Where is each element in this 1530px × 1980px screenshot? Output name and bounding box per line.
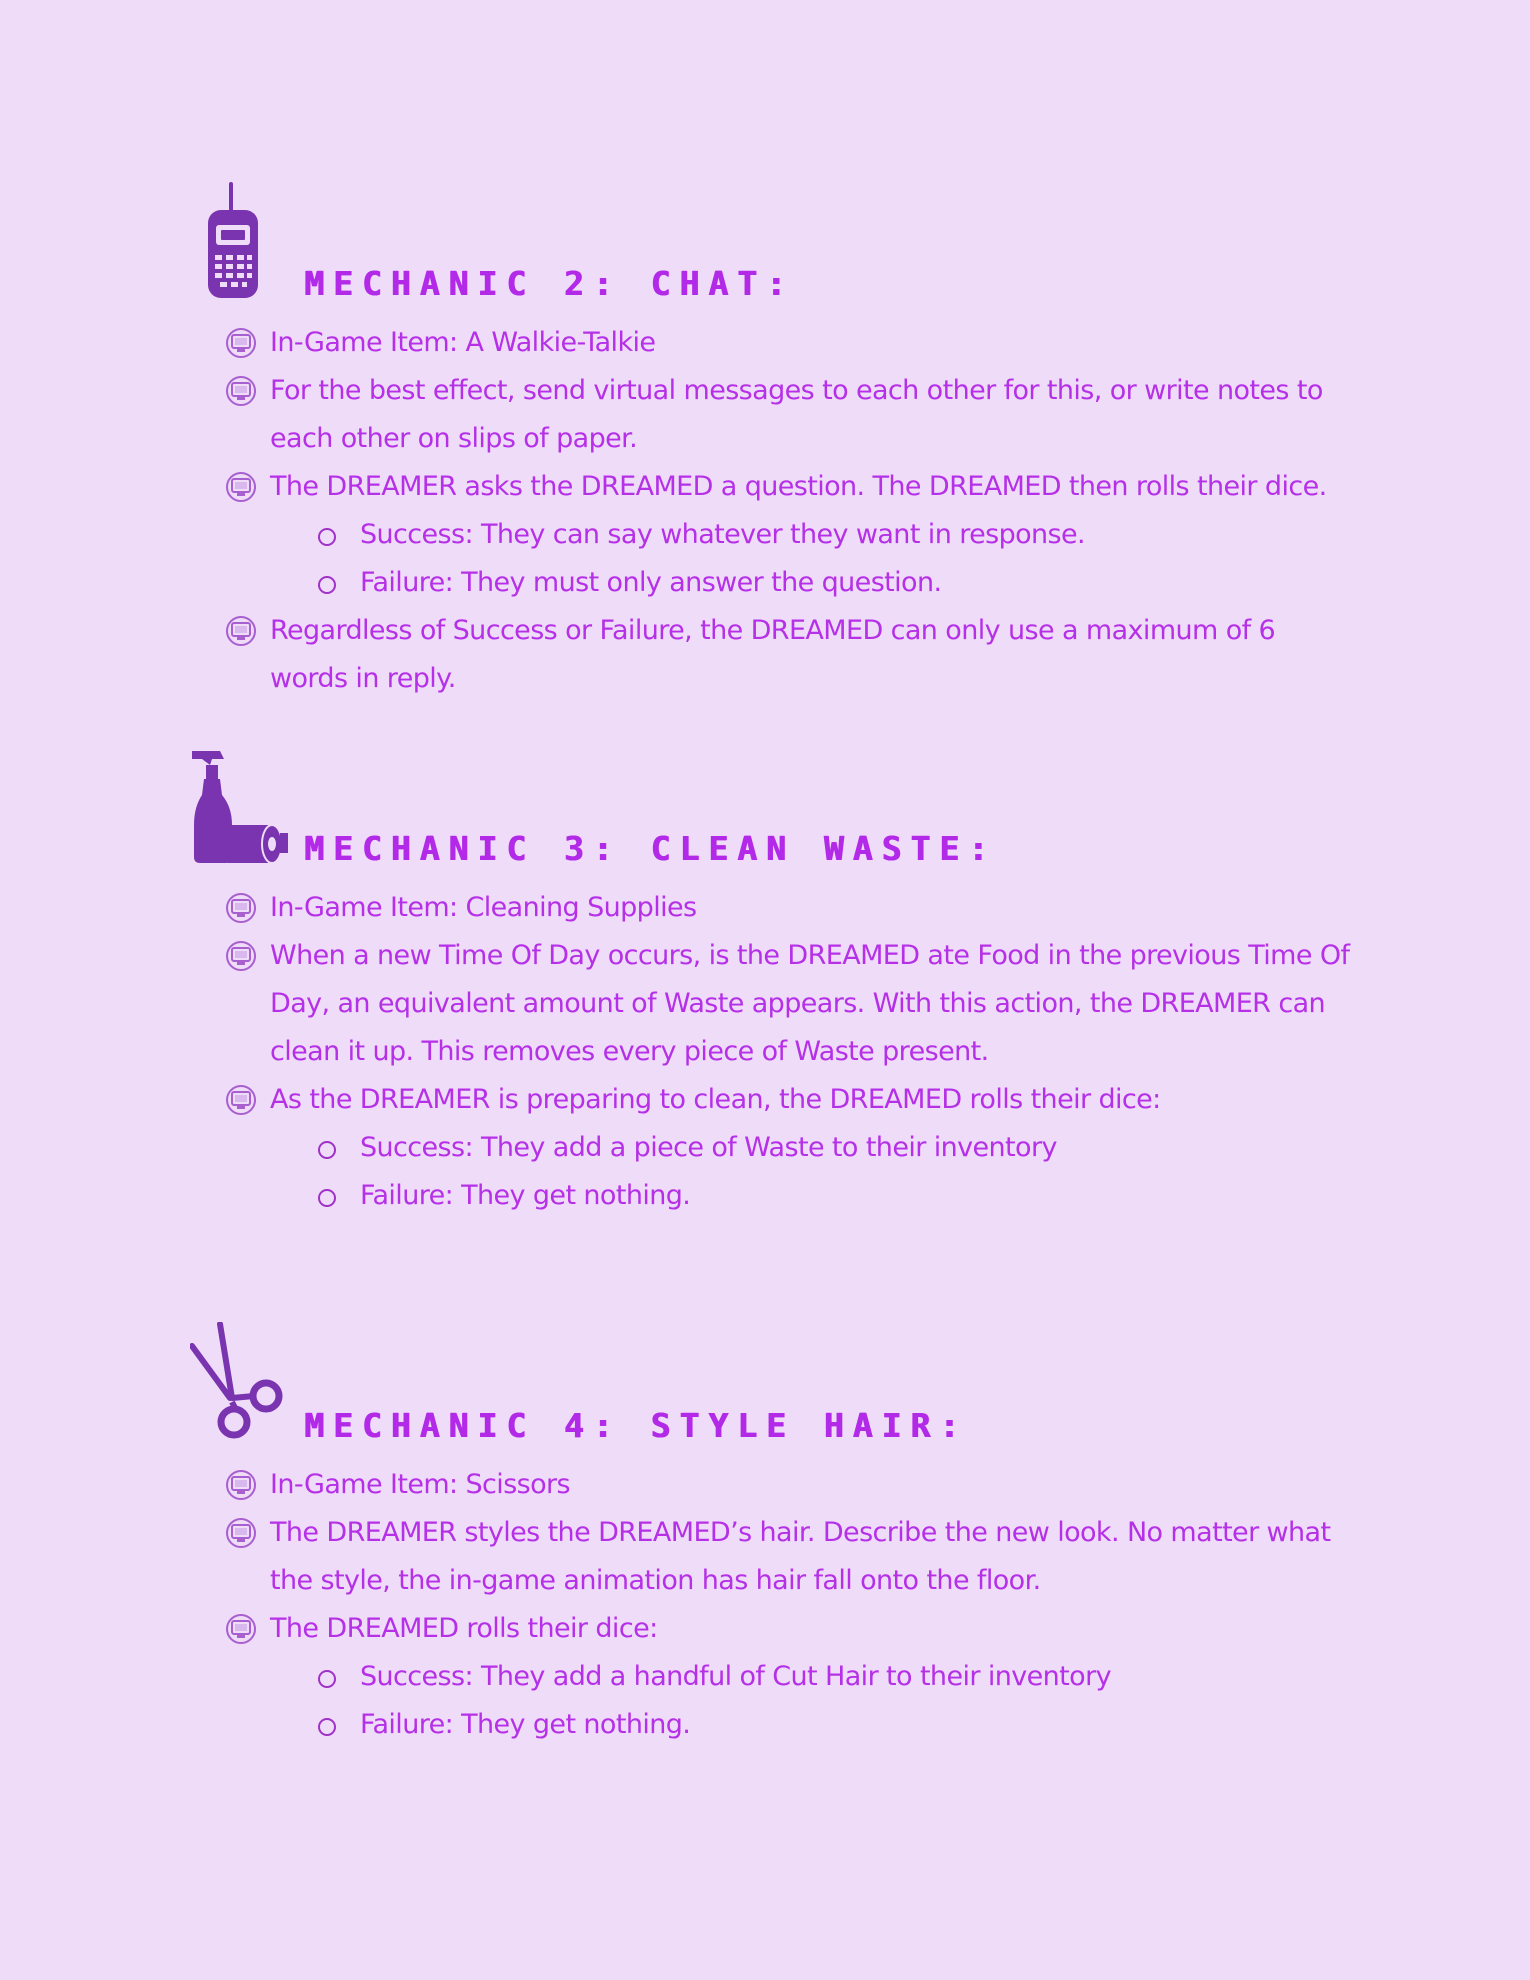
- sub-item-text: Success: They can say whatever they want in response.: [360, 519, 1086, 550]
- sub-item-text: Failure: They get nothing.: [360, 1180, 691, 1211]
- circle-bullet-icon: [318, 528, 336, 546]
- sub-list-item: [270, 1701, 1360, 1749]
- monitor-bullet-icon: [224, 1518, 258, 1548]
- list-item: [190, 367, 1360, 463]
- section-heading: MECHANIC 3: CLEAN WASTE:: [304, 829, 997, 868]
- circle-bullet-icon: [318, 1670, 336, 1688]
- section-mechanic-2: [190, 180, 1360, 703]
- section-header: [190, 745, 1360, 870]
- sub-list-item: [270, 1172, 1360, 1220]
- sub-item-text: Failure: They must only answer the question.: [360, 567, 942, 598]
- sub-item-text: Success: They add a piece of Waste to their inventory: [360, 1132, 1057, 1163]
- list-item: [190, 1076, 1360, 1220]
- sub-list: [270, 1124, 1360, 1220]
- item-text: When a new Time Of Day occurs, is the DREAMED ate Food in the previous Time Of Day, an equivalent amount of Waste appears. With this action, the DREAMER can clean it up. This removes every piece of Waste present.: [270, 940, 1350, 1067]
- list-item: [190, 884, 1360, 932]
- sub-list-item: [270, 1653, 1360, 1701]
- section-heading: MECHANIC 4: STYLE HAIR:: [304, 1406, 968, 1445]
- monitor-bullet-icon: [224, 328, 258, 358]
- item-text: The DREAMED rolls their dice:: [270, 1613, 658, 1644]
- list-item: [190, 607, 1360, 703]
- list-item: [190, 1461, 1360, 1509]
- sub-item-text: Failure: They get nothing.: [360, 1709, 691, 1740]
- circle-bullet-icon: [318, 1141, 336, 1159]
- list-item: [190, 319, 1360, 367]
- item-text: The DREAMER styles the DREAMED’s hair. Describe the new look. No matter what the style, the in-game animation has hair fall onto the floor.: [270, 1517, 1331, 1596]
- item-text: The DREAMER asks the DREAMED a question. The DREAMED then rolls their dice.: [270, 471, 1327, 502]
- list-item: [190, 463, 1360, 607]
- sub-list: [270, 1653, 1360, 1749]
- item-text: For the best effect, send virtual messages to each other for this, or write notes to each other on slips of paper.: [270, 375, 1323, 454]
- circle-bullet-icon: [318, 1189, 336, 1207]
- item-text: In-Game Item: Cleaning Supplies: [270, 892, 697, 923]
- monitor-bullet-icon: [224, 1470, 258, 1500]
- list-item: [190, 1509, 1360, 1605]
- item-list: [190, 1461, 1360, 1749]
- circle-bullet-icon: [318, 1718, 336, 1736]
- monitor-bullet-icon: [224, 616, 258, 646]
- monitor-bullet-icon: [224, 893, 258, 923]
- scissors-icon: [190, 1322, 290, 1447]
- item-list: [190, 319, 1360, 703]
- item-text: As the DREAMER is preparing to clean, the DREAMED rolls their dice:: [270, 1084, 1161, 1115]
- walkie-talkie-icon: [190, 180, 290, 305]
- monitor-bullet-icon: [224, 1614, 258, 1644]
- list-item: [190, 1605, 1360, 1749]
- sub-list-item: [270, 1124, 1360, 1172]
- item-text: Regardless of Success or Failure, the DREAMED can only use a maximum of 6 words in reply.: [270, 615, 1276, 694]
- section-heading: MECHANIC 2: CHAT:: [304, 264, 795, 303]
- sub-list: [270, 511, 1360, 607]
- monitor-bullet-icon: [224, 941, 258, 971]
- monitor-bullet-icon: [224, 376, 258, 406]
- cleaning-supplies-icon: [190, 745, 290, 870]
- circle-bullet-icon: [318, 576, 336, 594]
- monitor-bullet-icon: [224, 1085, 258, 1115]
- list-item: [190, 932, 1360, 1076]
- sub-list-item: [270, 511, 1360, 559]
- section-header: [190, 1322, 1360, 1447]
- sub-item-text: Success: They add a handful of Cut Hair to their inventory: [360, 1661, 1111, 1692]
- sub-list-item: [270, 559, 1360, 607]
- monitor-bullet-icon: [224, 472, 258, 502]
- item-list: [190, 884, 1360, 1220]
- item-text: In-Game Item: A Walkie-Talkie: [270, 327, 656, 358]
- section-mechanic-3: [190, 745, 1360, 1220]
- item-text: In-Game Item: Scissors: [270, 1469, 571, 1500]
- section-header: [190, 180, 1360, 305]
- section-mechanic-4: [190, 1322, 1360, 1749]
